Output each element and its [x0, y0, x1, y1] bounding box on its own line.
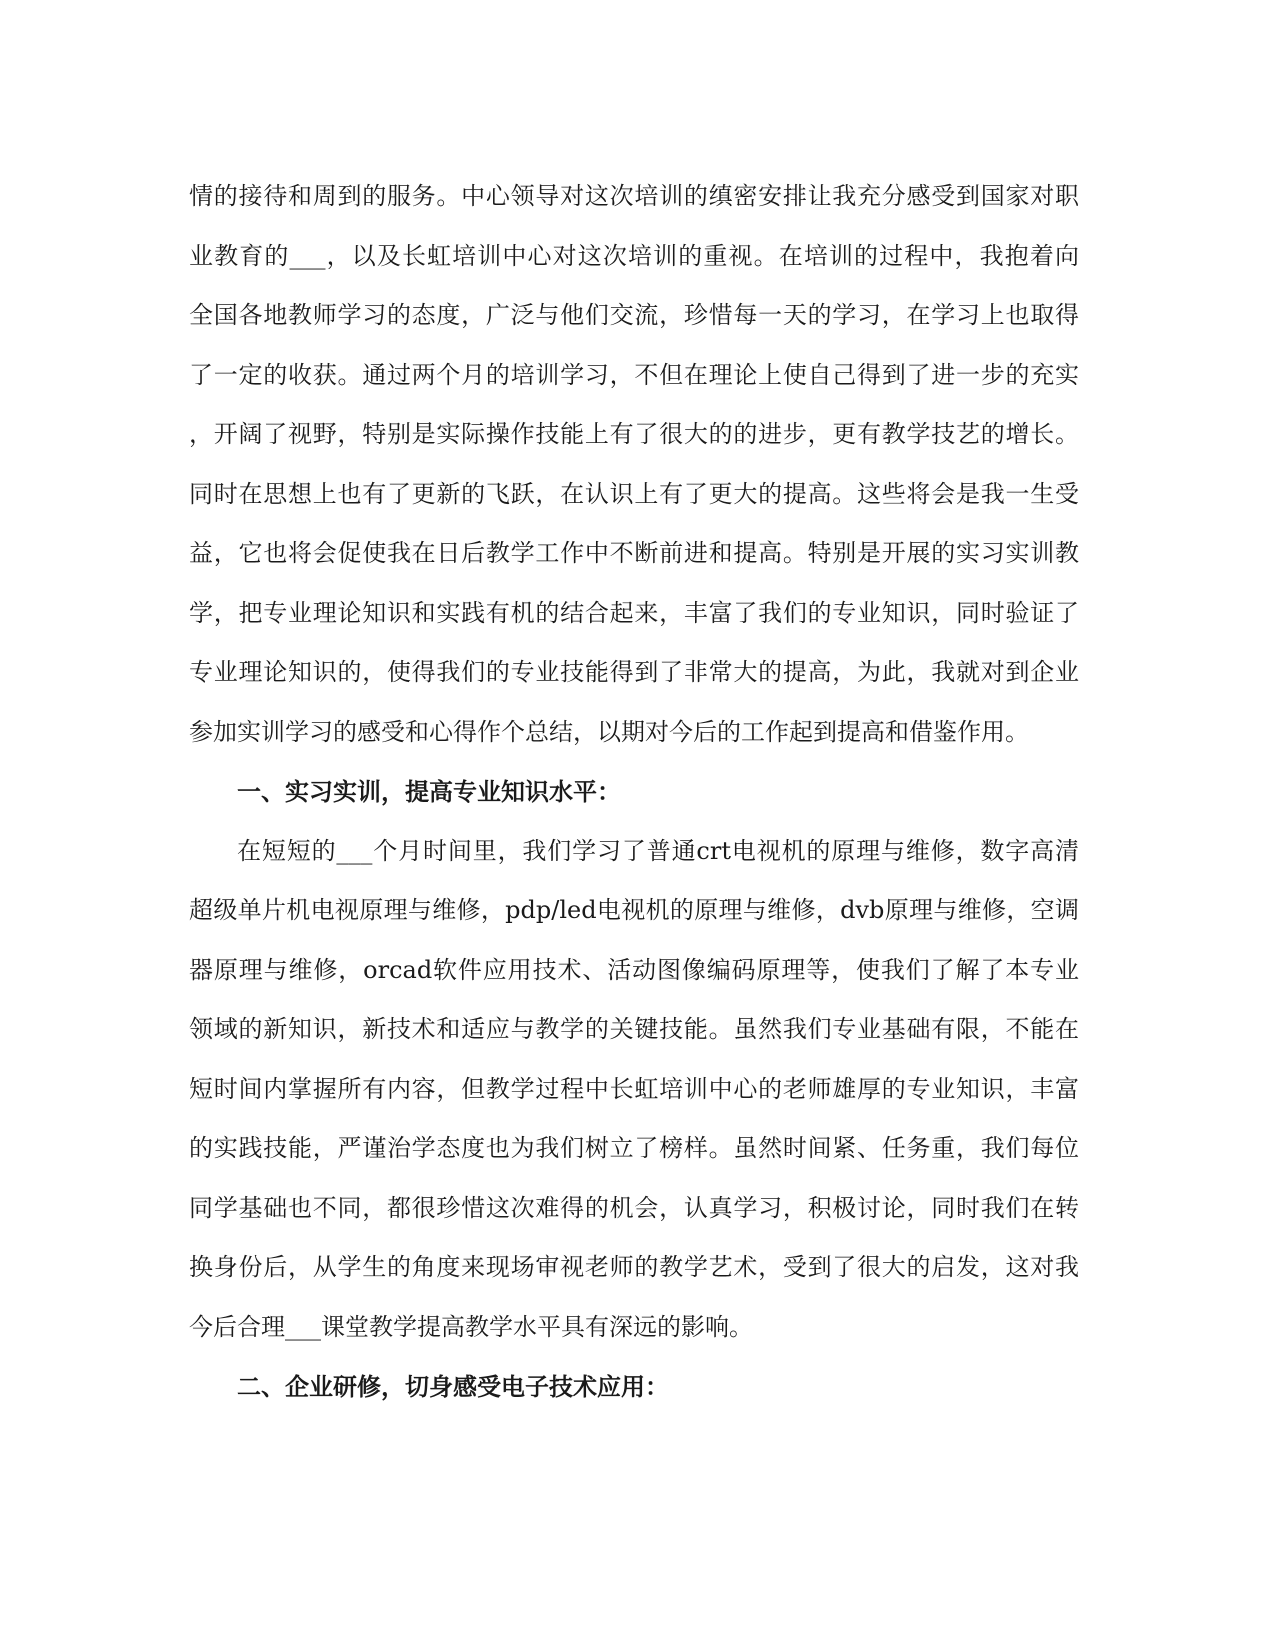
paragraph-internship: [189, 822, 1079, 1358]
text-line: ，开阔了视野，特别是实际操作技能上有了很大的的进步，更有教学技艺的增长。: [189, 420, 1079, 448]
text-line: 在短短的___个月时间里，我们学习了普通crt电视机的原理与维修，数字高清: [237, 836, 1079, 865]
text-line: 今后合理___课堂教学提高教学水平具有深远的影响。: [189, 1312, 753, 1341]
text-line: 同学基础也不同，都很珍惜这次难得的机会，认真学习，积极讨论，同时我们在转: [189, 1193, 1079, 1222]
text-line: 专业理论知识的，使得我们的专业技能得到了非常大的提高，为此，我就对到企业: [189, 658, 1079, 686]
section-heading-enterprise: 二、企业研修，切身感受电子技术应用：: [237, 1372, 669, 1401]
text-line: 超级单片机电视原理与维修，pdp/led电视机的原理与维修，dvb原理与维修，空调: [189, 896, 1079, 924]
text-line: 全国各地教师学习的态度，广泛与他们交流，珍惜每一天的学习，在学习上也取得: [189, 301, 1079, 329]
text-line: 参加实训学习的感受和心得作个总结，以期对今后的工作起到提高和借鉴作用。: [189, 717, 1029, 746]
text-line: 益，它也将会促使我在日后教学工作中不断前进和提高。特别是开展的实习实训教: [189, 539, 1079, 567]
text-line: 同时在思想上也有了更新的飞跃，在认识上有了更大的提高。这些将会是我一生受: [189, 479, 1079, 508]
paragraph-training-summary: [189, 167, 1079, 762]
text-line: 换身份后，从学生的角度来现场审视老师的教学艺术，受到了很大的启发，这对我: [189, 1253, 1079, 1281]
text-line: 情的接待和周到的服务。中心领导对这次培训的缜密安排让我充分感受到国家对职: [189, 182, 1079, 210]
text-line: 器原理与维修，orcad软件应用技术、活动图像编码原理等，使我们了解了本专业: [189, 955, 1079, 984]
text-line: 的实践技能，严谨治学态度也为我们树立了榜样。虽然时间紧、任务重，我们每位: [189, 1134, 1079, 1162]
text-line: 学，把专业理论知识和实践有机的结合起来，丰富了我们的专业知识，同时验证了: [189, 598, 1079, 627]
text-line: 了一定的收获。通过两个月的培训学习，不但在理论上使自己得到了进一步的充实: [189, 360, 1079, 389]
section-heading-internship: 一、实习实训，提高专业知识水平：: [237, 777, 621, 806]
text-line: 领域的新知识，新技术和适应与教学的关键技能。虽然我们专业基础有限，不能在: [189, 1015, 1079, 1043]
text-line: 业教育的___，以及长虹培训中心对这次培训的重视。在培训的过程中，我抱着向: [189, 241, 1079, 270]
text-line: 短时间内掌握所有内容，但教学过程中长虹培训中心的老师雄厚的专业知识，丰富: [189, 1074, 1079, 1103]
document-body: [189, 167, 1079, 1417]
